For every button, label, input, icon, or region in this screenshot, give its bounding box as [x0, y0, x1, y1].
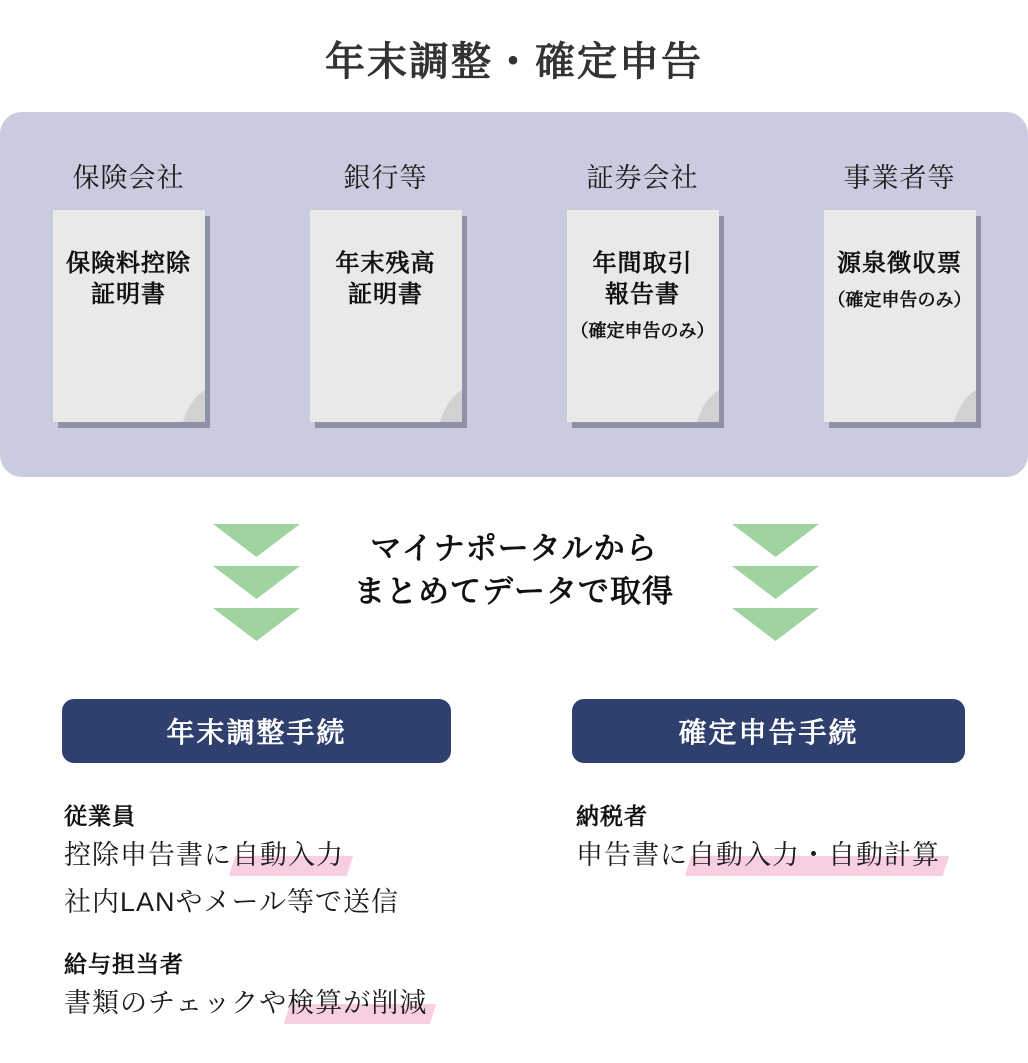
source-label: 証券会社	[586, 163, 699, 193]
chevron-down-icon	[213, 566, 300, 599]
tax-return-header: 確定申告手続	[572, 699, 965, 763]
outcome-line	[64, 987, 544, 1021]
document-title-line: 年間取引	[592, 250, 693, 277]
document-title-line: 証明書	[91, 281, 166, 309]
chevron-down-icon	[213, 608, 300, 641]
document-title	[567, 248, 719, 310]
document-card	[567, 210, 719, 422]
document-title-line: 年末残高	[335, 250, 436, 277]
document-card	[310, 210, 462, 422]
chevron-down-icon	[213, 524, 300, 557]
down-arrows-left	[213, 524, 300, 641]
chevron-down-icon	[732, 608, 819, 641]
highlighted-text: 自動入力・自動計算	[688, 840, 940, 870]
doc-group-business	[771, 112, 1028, 477]
document-title-line: 証明書	[348, 281, 423, 309]
outcome-year-end-adjustment	[64, 792, 544, 1033]
document-title-line: 源泉徴収票	[837, 250, 962, 277]
role-heading: 従業員	[64, 803, 136, 829]
document-note: （確定申告のみ）	[827, 290, 972, 311]
document-card	[824, 210, 976, 422]
outcome-line: 社内LANやメール等で送信	[64, 886, 399, 917]
transfer-caption-line: まとめてデータで取得	[354, 574, 674, 610]
source-label: 銀行等	[343, 163, 428, 193]
chevron-down-icon	[732, 524, 819, 557]
doc-group-securities	[514, 112, 771, 477]
document-note: （確定申告のみ）	[570, 321, 715, 342]
outcome-line	[576, 839, 1028, 873]
outcome-tax-return	[576, 792, 1028, 886]
document-card	[53, 210, 205, 422]
page-fold-icon	[954, 390, 976, 422]
year-end-adjustment-header: 年末調整手続	[62, 699, 451, 763]
source-label: 保険会社	[72, 163, 185, 193]
chevron-down-icon	[732, 566, 819, 599]
outcome-text: 控除申告書に	[64, 840, 232, 870]
outcome-line	[64, 839, 544, 873]
transfer-caption-line: マイナポータルから	[370, 531, 658, 566]
page-fold-icon	[697, 390, 719, 422]
outcome-text: 申告書に	[576, 840, 688, 870]
transfer-caption	[314, 527, 714, 614]
document-title-line: 報告書	[605, 281, 680, 309]
doc-group-insurance	[0, 112, 257, 477]
document-title	[824, 248, 976, 279]
document-title	[53, 248, 205, 310]
outcome-text: 書類のチェックや	[64, 987, 288, 1018]
document-title-line: 保険料控除	[66, 250, 191, 277]
highlighted-text: 検算が削減	[287, 987, 428, 1018]
document-sources-panel	[0, 112, 1028, 477]
doc-group-bank	[257, 112, 514, 477]
page-title: 年末調整・確定申告	[325, 40, 703, 84]
down-arrows-right	[732, 524, 819, 641]
role-heading: 納税者	[576, 803, 648, 829]
page-fold-icon	[440, 390, 462, 422]
document-title	[310, 248, 462, 310]
page-fold-icon	[183, 390, 205, 422]
highlighted-text: 自動入力	[232, 840, 344, 870]
role-heading: 給与担当者	[64, 950, 184, 977]
source-label: 事業者等	[843, 163, 956, 193]
